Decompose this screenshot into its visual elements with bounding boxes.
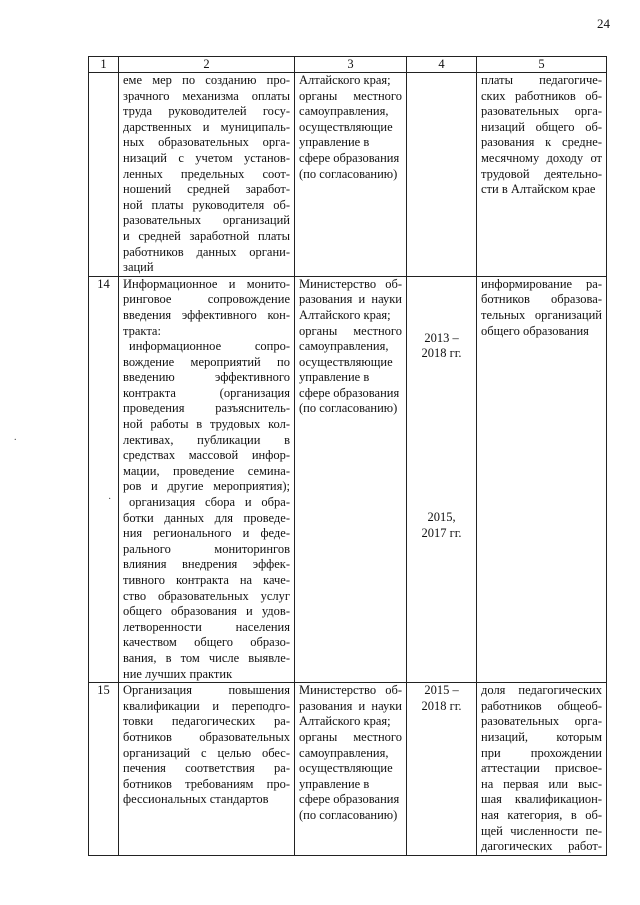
page-number: 24: [597, 16, 610, 31]
text-line: дагогических работ-: [481, 839, 602, 854]
text-line: низаций с учетом установ-: [123, 150, 290, 165]
text-line: самоуправления,: [299, 339, 389, 354]
text-line: зрачного механизма оплаты: [123, 88, 290, 103]
row-number-cell: 14: [89, 276, 119, 682]
header-row: [89, 57, 607, 73]
text-line: влияния внедрения эффек-: [123, 557, 290, 572]
text-line: тивного контракта на каче-: [123, 573, 290, 587]
deadline-cell: [407, 276, 477, 682]
text-line: при прохождении: [481, 745, 602, 760]
text-line: разования к средне-: [481, 135, 602, 150]
text-line: (по согласованию): [299, 807, 398, 822]
text-line: месячному доходу от: [481, 150, 602, 165]
text-line: информирование ра-: [481, 276, 602, 291]
text-line: низаций, которым: [481, 729, 602, 744]
text-line: фессиональных стандартов: [123, 792, 269, 807]
text-line: 2017 гг.: [421, 525, 462, 540]
measure-cell: [119, 73, 295, 277]
text-line: ство образовательных услуг: [123, 588, 290, 603]
text-line: ров и другие мероприятия);: [123, 479, 290, 494]
text-line: ной работы в трудовых кол-: [123, 417, 290, 432]
header-cell: 2: [119, 57, 295, 73]
text-line: ние лучших практик: [123, 666, 233, 681]
text-line: ношений средней заработ-: [123, 182, 290, 197]
text-line: управление в: [299, 370, 370, 385]
text-line: лективах, публикации в: [123, 432, 290, 447]
table-row: [89, 73, 607, 277]
text-line: низаций общего об-: [481, 119, 602, 134]
text-line: управление в: [299, 776, 370, 791]
text-line: товки педагогических ра-: [123, 714, 290, 729]
text-line: самоуправления,: [299, 104, 389, 119]
text-line: проведения разъяснитель-: [123, 401, 290, 416]
text-line: (по согласованию): [299, 166, 398, 181]
text-line: самоуправления,: [299, 745, 389, 760]
text-line: доля педагогических: [481, 683, 602, 698]
row-number-cell: 15: [89, 683, 119, 856]
text-line: информационное сопро-: [129, 339, 290, 354]
text-line: управление в: [299, 135, 370, 150]
text-line: тельных организаций: [481, 307, 602, 322]
measure-cell: [119, 276, 295, 682]
measures-table: [88, 56, 607, 856]
text-line: ния регионального и феде-: [123, 526, 290, 541]
text-line: квалификации и переподго-: [123, 698, 290, 713]
text-line: на первая или выс-: [481, 776, 602, 791]
table-row: [89, 276, 607, 682]
text-line: осуществляющие: [299, 119, 393, 134]
text-line: Организация повышения: [123, 683, 290, 698]
text-line: вания, в том числе выявле-: [123, 650, 290, 665]
text-line: средствах массовой инфор-: [123, 448, 290, 463]
text-line: общего образования и удов-: [123, 604, 290, 619]
text-line: шая квалификацион-: [481, 792, 602, 807]
text-line: ной платы руководителя об-: [123, 197, 290, 212]
text-line: рального мониторингов: [123, 541, 290, 556]
text-line: общего образования: [481, 323, 589, 338]
text-line: печения соответствия ра-: [123, 761, 290, 776]
deadline-cell: [407, 73, 477, 277]
text-line: ных образовательных орга-: [123, 135, 290, 150]
text-line: качеством общего образо-: [123, 635, 290, 650]
text-line: разовательных организаций: [123, 213, 290, 228]
text-line: дарственных и муниципаль-: [123, 119, 290, 134]
text-line: введению эффективного: [123, 370, 290, 385]
text-line: щей численности пе-: [481, 823, 602, 838]
text-line: 2015,: [427, 509, 456, 524]
text-line: ботки данных для проведе-: [123, 510, 290, 525]
text-line: сти в Алтайском крае: [481, 182, 596, 197]
header-cell: 1: [89, 57, 119, 73]
text-line: работников общеоб-: [481, 698, 602, 713]
text-line: сфере образования: [299, 385, 400, 400]
text-line: ленных предельных соот-: [123, 166, 290, 181]
text-line: Министерство об-: [299, 276, 402, 291]
text-line: тракта:: [123, 323, 161, 338]
text-line: ботников образова-: [481, 292, 602, 307]
deadline-cell: [407, 683, 477, 856]
header-cell: 3: [295, 57, 407, 73]
text-line: (по согласованию): [299, 401, 398, 416]
text-line: мации, проведение семина-: [123, 463, 290, 478]
text-line: и средней заработной платы: [123, 228, 290, 243]
text-line: разования и науки: [299, 292, 402, 307]
text-line: разования и науки: [299, 698, 402, 713]
text-line: разовательных орга-: [481, 714, 602, 729]
text-line: Министерство об-: [299, 683, 402, 698]
text-line: организация сбора и обра-: [129, 495, 290, 510]
text-line: осуществляющие: [299, 761, 393, 776]
text-line: организаций с целью обес-: [123, 745, 290, 760]
text-line: летворенности населения: [123, 619, 290, 634]
text-line: ринговое сопровождение: [123, 292, 290, 307]
executor-cell: [295, 683, 407, 856]
text-line: 2018 гг.: [421, 346, 462, 361]
text-line: 2018 гг.: [421, 698, 462, 713]
header-cell: 5: [477, 57, 607, 73]
text-line: введения эффективного кон-: [123, 307, 290, 322]
text-line: контракта (организация: [123, 385, 290, 400]
text-line: платы педагогиче-: [481, 73, 602, 87]
text-line: осуществляющие: [299, 354, 393, 369]
text-line: Информационное и монито-: [123, 276, 290, 291]
text-line: разовательных орга-: [481, 104, 602, 119]
text-line: ботников образовательных: [123, 729, 290, 744]
header-cell: 4: [407, 57, 477, 73]
text-line: 2015 –: [424, 683, 459, 698]
text-line: Алтайского края;: [299, 714, 391, 729]
text-line: заций: [123, 260, 154, 275]
scan-mark: .: [14, 432, 17, 443]
executor-cell: [295, 276, 407, 682]
scan-mark: ·: [108, 494, 112, 505]
text-line: ских работников об-: [481, 88, 602, 103]
table-row: [89, 683, 607, 856]
text-line: ная категория, в об-: [481, 807, 602, 822]
executor-cell: [295, 73, 407, 277]
text-line: еме мер по созданию про-: [123, 73, 290, 87]
text-line: 2013 –: [424, 330, 459, 345]
text-line: труда руководителей госу-: [123, 104, 290, 119]
text-line: сфере образования: [299, 150, 400, 165]
text-line: работников данных органи-: [123, 244, 290, 259]
text-line: Алтайского края;: [299, 73, 391, 87]
row-number-cell: [89, 73, 119, 277]
text-line: органы местного: [299, 729, 402, 744]
text-line: трудовой деятельно-: [481, 166, 602, 181]
indicator-cell: [477, 276, 607, 682]
text-line: сфере образования: [299, 792, 400, 807]
text-line: органы местного: [299, 88, 402, 103]
indicator-cell: [477, 683, 607, 856]
indicator-cell: [477, 73, 607, 277]
text-line: ботников требованиям про-: [123, 776, 290, 791]
text-line: аттестации присвое-: [481, 761, 602, 776]
text-line: вождение мероприятий по: [123, 354, 290, 369]
measure-cell: [119, 683, 295, 856]
text-line: Алтайского края;: [299, 307, 391, 322]
text-line: органы местного: [299, 323, 402, 338]
